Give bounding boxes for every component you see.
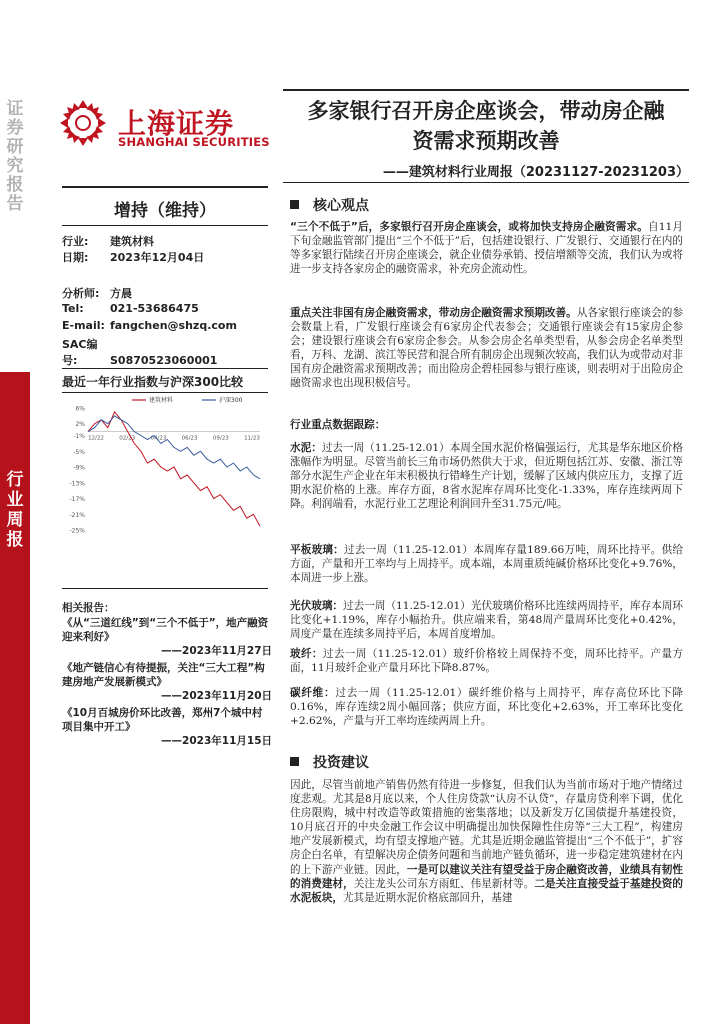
index-comparison-chart (62, 394, 268, 534)
glass-fiber-paragraph (290, 647, 683, 675)
report-title-line1: 多家银行召开房企座谈会，带动房企融 (307, 98, 665, 123)
info-row (62, 336, 217, 368)
info-value: S0870523060001 (110, 354, 218, 367)
carbon-fiber-label: 碳纤维： (290, 687, 336, 699)
related-report (62, 616, 272, 658)
subtitle-rule (283, 182, 689, 183)
pv-glass-body: 过去一周（11.25-12.01）光伏玻璃价格环比连续两周持平，库存本周环比变化+1.19%，库存小幅抬升。供应端来看，第48周产量周环比变化+0.42%，周度产量在连续多周持平后，本周首度增加。 (290, 600, 684, 641)
invest-lead-1: 一是可以建议关注有望受益于房企融资改善，业绩具有韧性的消费建材， (290, 863, 684, 890)
carbon-fiber-paragraph (290, 686, 683, 728)
section-core-title: 核心观点 (313, 198, 369, 214)
y-tick-label: -9% (73, 464, 85, 472)
y-tick-label: -5% (73, 448, 85, 456)
info-key: SAC编号: (62, 338, 98, 367)
x-tick-label: 09/23 (212, 435, 229, 442)
invest-body-3: 尤其是近期水泥价格底部回升，基建 (342, 891, 513, 904)
y-tick-label: -17% (69, 496, 85, 504)
cement-body: 过去一周（11.25-12.01）本周全国水泥价格偏强运行，尤其是华东地区价格涨幅作为明显。尽管当前长三角市场仍然供大于求，但近期包括江苏、安徽、浙江等部分水泥生产企业在年末积极执行错峰生产计划，缓解了区域内供应压力，支撑了近期水泥价格的上涨。库存方面，8省水泥库存周环比变化-1.33%，库存连续两周下降。利润端看，水泥行业工艺理论利润回升至31.75元/吨。 (290, 442, 684, 511)
chart-rule-top (62, 368, 268, 369)
x-tick-label: 06/23 (181, 435, 198, 442)
brand-name-en: SHANGHAI SECURITIES (118, 135, 270, 149)
square-bullet-icon (290, 200, 299, 209)
info-key: 分析师: (62, 287, 100, 300)
y-tick-label: -1% (73, 433, 85, 441)
info-value: 2023年12月04日 (110, 251, 205, 264)
flat-glass-paragraph (290, 543, 683, 585)
x-tick-label: 11/23 (244, 435, 260, 442)
report-title (283, 96, 689, 156)
info-row (62, 319, 237, 332)
core-p2-lead: 重点关注非国有房企融资需求，带动房企融资需求预期改善。 (290, 307, 577, 319)
y-tick-label: 2% (75, 421, 85, 429)
square-bullet-icon (290, 757, 299, 766)
related-report (62, 661, 272, 703)
brand-name-cn: 上海证券 (118, 107, 235, 140)
section-invest-title: 投资建议 (313, 755, 369, 771)
flat-glass-label: 平板玻璃： (290, 544, 344, 556)
cement-paragraph (290, 441, 683, 511)
info-row (62, 302, 199, 315)
section-invest-heading (290, 752, 369, 772)
carbon-fiber-body: 过去一周（11.25-12.01）碳纤维价格与上周持平，库存高位环比下降0.16%，库存连续2周小幅回落；供应方面，环比变化+2.63%，开工率环比变化+2.62%，产量与开工率均连续两周上升。 (290, 687, 684, 728)
info-row (62, 285, 132, 301)
invest-paragraph (290, 778, 683, 905)
y-tick-label: 6% (75, 405, 85, 413)
core-p1-body: 自11月下旬金融监管部门提出“三个不低于”后，包括建设银行、广发银行、交通银行在内的等多家银行陆续召开房企座谈会，就企业债券承销、授信增额等交流，我们认为或将进一步支持各家房企的融资需求，补充房企流动性。 (290, 221, 683, 276)
info-key: 行业: (62, 235, 89, 248)
cement-label: 水泥： (290, 442, 322, 454)
pv-glass-paragraph (290, 599, 683, 641)
track-heading (290, 418, 683, 432)
sidebar-report-type: 证券研究报告 (6, 99, 24, 214)
y-tick-label: -25% (69, 527, 85, 534)
core-p1-lead: “三个不低于”后，多家银行召开房企座谈会，或将加快支持房企融资需求。 (290, 221, 649, 233)
info-row (62, 249, 204, 265)
x-tick-label: 02/23 (119, 435, 136, 442)
y-tick-label: -21% (69, 511, 85, 519)
title-rule (283, 89, 689, 91)
report-title-line2: 资需求预期改善 (412, 128, 560, 153)
invest-body: 因此，尽管当前地产销售仍然有待进一步修复，但我们认为当前市场对于地产情绪过度悲观。尤其是8月底以来，个人住房贷款“认房不认贷”，存量房贷利率下调，优化住房限购，城中村改造等政策措施的密集落地；以及新发万亿国债提升基建投资，10月底召开的中央金融工作会议中明确提出加快保障性住房等“三大工程”，构建房地产发展新模式，均有望支撑地产链。尤其是近期金融监管提出“三个不低于”，扩容房企白名单，有望解决房企债务问题和当前地产链负循环，进一步稳定建筑建材在内的上下游产业链。因此， (290, 779, 683, 876)
shanghai-securities-logo-icon (58, 98, 108, 148)
y-tick-label: -13% (69, 480, 85, 488)
report-subtitle: ——建筑材料行业周报（20231127-20231203） (382, 165, 689, 180)
info-row (62, 233, 154, 249)
info-key: 日期: (62, 251, 89, 264)
related-report-title: 《10月百城房价环比改善，郑州7个城中村项目集中开工》 (62, 707, 263, 733)
related-report-date: ——2023年11月15日 (161, 735, 272, 747)
chart-rule-mid (62, 392, 268, 393)
core-paragraph-1 (290, 220, 683, 276)
related-reports-title: 相关报告： (62, 602, 115, 614)
info-value: fangchen@shzq.com (110, 319, 237, 332)
track-title: 行业重点数据跟踪： (290, 419, 386, 431)
related-report-title: 《地产链信心有待提振，关注“三大工程”构建房地产发展新模式》 (62, 662, 265, 688)
x-tick-label: 04/23 (150, 435, 167, 442)
sidebar-category: 行业周报 (6, 470, 24, 550)
core-paragraph-2 (290, 306, 683, 391)
section-core-heading (290, 195, 369, 215)
x-tick-label: 12/22 (88, 435, 104, 442)
chart-rule-bottom (62, 588, 268, 589)
flat-glass-body: 过去一周（11.25-12.01）本周库存量189.66万吨，周环比持平。供给方面，产量和开工率均与上周持平。成本端，本周重质纯碱价格环比变化+9.76%，本周进一步上涨。 (290, 544, 683, 585)
series-line (88, 416, 260, 479)
rating-rule-top (62, 186, 268, 188)
info-key: E-mail: (62, 319, 105, 332)
glass-fiber-body: 过去一周（11.25-12.01）玻纤价格较上周保持不变，周环比持平。产量方面，11月玻纤企业产量月环比下降8.87%。 (290, 648, 684, 675)
related-report (62, 706, 272, 748)
info-value: 方晨 (110, 287, 132, 300)
rating-rule-bottom (62, 225, 268, 226)
rating: 增持（维持） (114, 201, 216, 221)
invest-lead-2: 二是关注直接受益于基建投资的水泥板块， (290, 877, 684, 904)
info-value: 021-53686475 (110, 302, 199, 315)
core-p2-body: 从各家银行座谈会的参会数量上看，广发银行座谈会有6家房企代表参会；交通银行座谈会有15家房企参会；建设银行座谈会有6家房企参会。从参会房企名单类型看，从参会房企名单类型看，万科、龙湖、滨江等民营和混合所有制房企出现频次较高，我们认为或带动对非国有房企融资需求预期改善；而出险房企碧桂园参与银行座谈，则表明对于出险房企融资需求也出现积极信号。 (290, 307, 684, 390)
info-value: 建筑材料 (110, 235, 154, 248)
glass-fiber-label: 玻纤： (290, 648, 323, 660)
related-report-date: ——2023年11月27日 (161, 645, 272, 657)
related-report-date: ——2023年11月20日 (161, 690, 272, 702)
legend-label: 建筑材料 (149, 397, 174, 404)
legend-label: 沪深300 (219, 397, 243, 404)
chart-title: 最近一年行业指数与沪深300比较 (62, 375, 244, 389)
pv-glass-label: 光伏玻璃： (290, 600, 344, 612)
invest-body-2: 关注龙头公司东方雨虹、伟星新材等。 (353, 877, 535, 890)
series-line (88, 412, 260, 526)
related-report-title: 《从“三道红线”到“三个不低于”，地产融资迎来利好》 (62, 617, 269, 643)
info-key: Tel: (62, 302, 84, 315)
